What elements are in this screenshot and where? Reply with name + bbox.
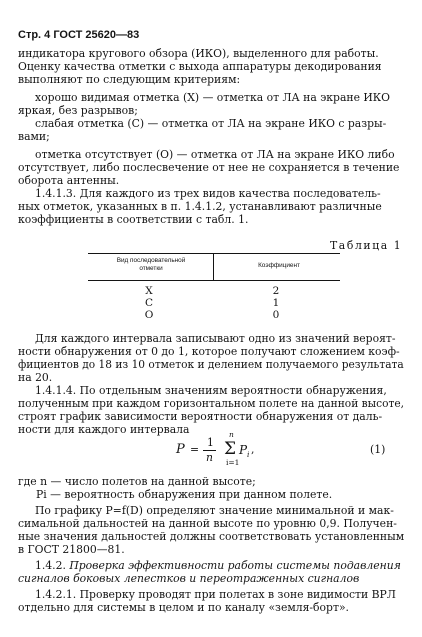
text-line: По графику P=f(D) определяют значение минимальной и мак- — [35, 504, 394, 517]
sigma-symbol: Σ — [224, 439, 237, 459]
sum-lower-limit: i=1 — [226, 458, 240, 467]
section-heading — [35, 560, 401, 572]
text-line: ных отметок, указанных в п. 1.4.1.2, устанавливают различные — [18, 200, 382, 213]
text-line: коэффициенты в соответствии с табл. 1. — [18, 213, 249, 226]
table-header-coefficient: Коэффициент — [258, 262, 300, 269]
text-line: выполняют по следующим критериям: — [18, 73, 241, 86]
table-column-divider — [213, 253, 214, 280]
table-caption: Таблица 1 — [330, 239, 403, 252]
table-cell-mark: Х — [145, 285, 153, 297]
table-cell-coefficient: 0 — [272, 309, 280, 321]
text-line: Оценку качества отметки с выхода аппаратуры декодирования — [18, 60, 382, 73]
table-cell-mark: С — [144, 297, 154, 309]
text-line: ности обнаружения от 0 до 1, которое получают сложением коэф- — [18, 345, 400, 358]
formula-equals: = — [190, 443, 200, 456]
section-number: 1.4.2. — [35, 559, 66, 572]
text-line: отдельно для системы в целом и по каналу «земля-борт». — [18, 601, 349, 614]
text-line: ности для каждого интервала — [18, 423, 190, 436]
formula-term: P — [239, 443, 248, 457]
table-header-mark-type-line2: отметки — [139, 265, 163, 272]
text-line: индикатора кругового обзора (ИКО), выделенного для работы. — [18, 47, 379, 60]
formula-comma: , — [251, 443, 255, 456]
page-header: Стр. 4 ГОСТ 25620—83 — [18, 29, 140, 41]
text-line: где n — число полетов на данной высоте; — [18, 475, 256, 488]
table-cell-coefficient: 1 — [272, 297, 280, 309]
text-line: 1.4.1.4. По отдельным значениям вероятности обнаружения, — [35, 384, 387, 397]
table-top-rule — [88, 253, 340, 254]
text-line: полученным при каждом горизонтальном полете на данной высоте, — [18, 397, 405, 410]
text-line: отсутствует, либо послесвечение от нее не сохраняется в течение — [18, 161, 400, 174]
text-line: в ГОСТ 21800—81. — [18, 543, 125, 556]
text-line: слабая отметка (С) — отметка от ЛА на экране ИКО с разры- — [35, 117, 387, 130]
table-cell-mark: О — [144, 309, 154, 321]
text-line: Pi — вероятность обнаружения при данном полете. — [36, 488, 333, 501]
section-title-line1: Проверка эффективности работы системы подавления — [69, 559, 401, 572]
text-line: 1.4.1.3. Для каждого из трех видов качества последователь- — [35, 187, 381, 200]
text-line: оборота антенны. — [18, 174, 120, 187]
text-line: строят график зависимости вероятности обнаружения от даль- — [18, 410, 383, 423]
text-line: хорошо видимая отметка (Х) — отметка от ЛА на экране ИКО — [35, 91, 391, 104]
text-line: фициентов до 18 из 10 отметок и делением получаемого результата — [18, 358, 404, 371]
text-line: яркая, без разрывов; — [18, 104, 138, 117]
section-title-line2: сигналов боковых лепестков и переотраженных сигналов — [18, 572, 360, 585]
table-header-mark-type-line1: Вид последовательной — [116, 257, 186, 264]
formula-numerator: 1 — [207, 436, 214, 449]
text-line: ные значения дальностей должны соответствовать установленным — [18, 530, 405, 543]
formula-number: (1) — [370, 443, 386, 456]
text-line: отметка отсутствует (О) — отметка от ЛА на экране ИКО либо — [35, 148, 395, 161]
sum-upper-limit: n — [229, 430, 234, 439]
text-line: Для каждого интервала записывают одно из значений вероят- — [35, 332, 396, 345]
table-header-rule — [88, 280, 340, 281]
text-line: на 20. — [18, 371, 53, 384]
text-line: вами; — [18, 130, 50, 143]
formula-lhs: P — [176, 442, 185, 457]
formula-denominator: n — [206, 451, 213, 464]
formula-term-subscript: i — [247, 450, 250, 459]
text-line: 1.4.2.1. Проверку проводят при полетах в зоне видимости ВРЛ — [35, 588, 396, 601]
table-cell-coefficient: 2 — [272, 285, 280, 297]
text-line: симальной дальностей на данной высоте по уровню 0,9. Получен- — [18, 517, 397, 530]
table-header-mark-type — [95, 257, 207, 273]
